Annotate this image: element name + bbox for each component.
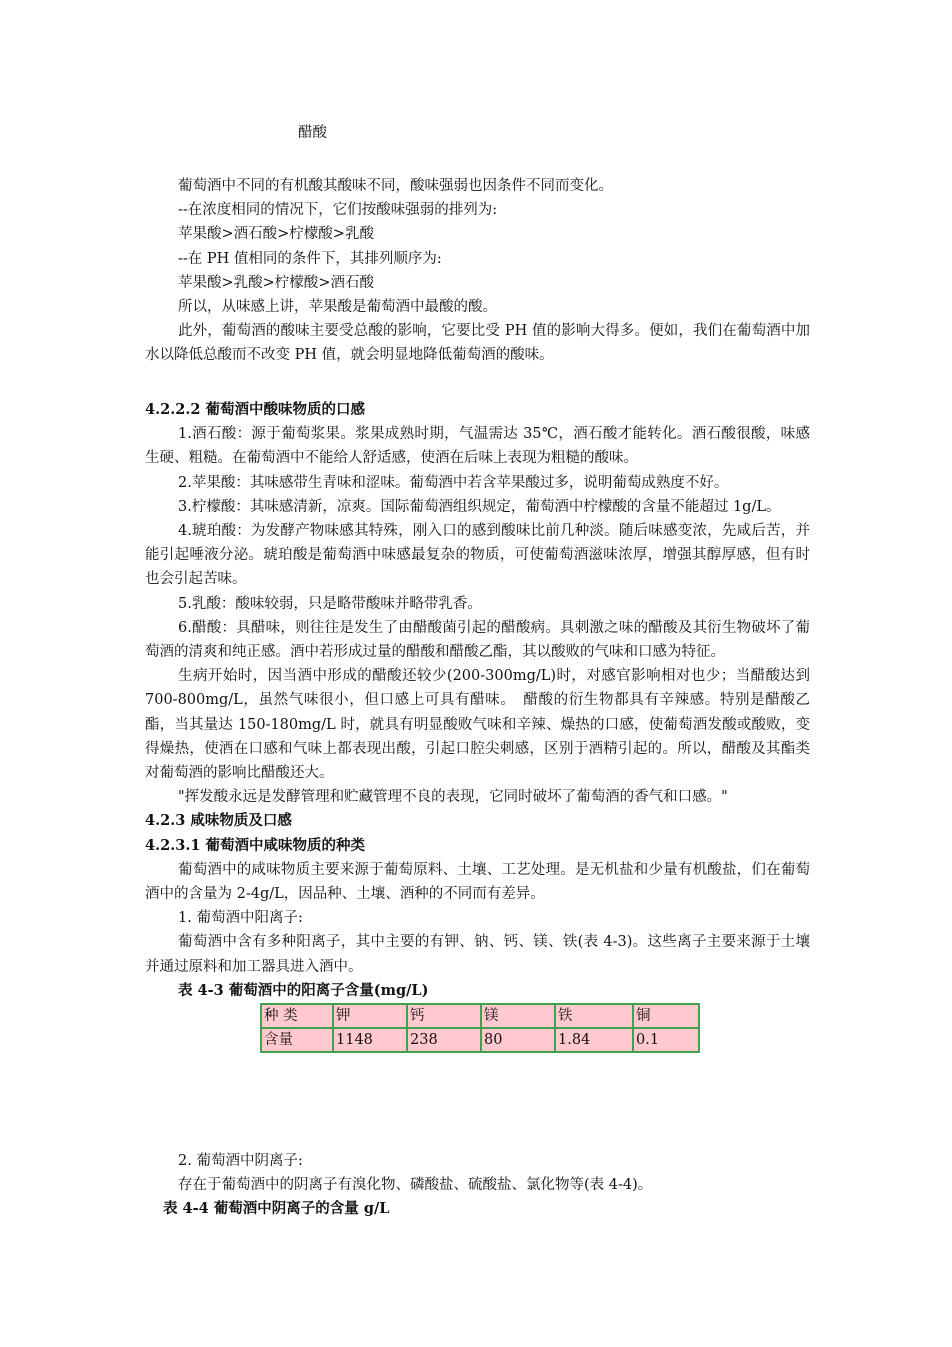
cation-table xyxy=(260,1003,700,1053)
table-cell: 镁 xyxy=(481,1004,555,1028)
table-cell: 铁 xyxy=(555,1004,633,1028)
intro-paragraph: 苹果酸>酒石酸>柠檬酸>乳酸 xyxy=(178,226,374,243)
table-row xyxy=(261,1004,699,1028)
list-item: 6.醋酸：具醋味，则往往是发生了由醋酸菌引起的醋酸病。具刺激之味的醋酸及其衍生物破坏了葡萄酒的清爽和纯正感。酒中若形成过量的醋酸和醋酸乙酯，其以酸败的气味和口感为特征。 xyxy=(145,619,810,661)
list-item: 1.酒石酸：源于葡萄浆果。浆果成熟时期，气温需达 35℃，酒石酸才能转化。酒石酸很酸，味感生硬、粗糙。在葡萄酒中不能给人舒适感，使酒在后味上表现为粗糙的酸味。 xyxy=(145,426,810,467)
section-heading: 4.2.3 咸味物质及口感 xyxy=(145,812,292,830)
list-item: 5.乳酸：酸味较弱，只是略带酸味并略带乳香。 xyxy=(178,595,482,612)
intro-paragraph: 所以，从味感上讲，苹果酸是葡萄酒中最酸的酸。 xyxy=(178,299,497,316)
table-cell: 238 xyxy=(407,1028,481,1052)
table-cell: 含量 xyxy=(261,1028,333,1052)
table-caption: 表 4-4 葡萄酒中阴离子的含量 g/L xyxy=(163,1200,390,1218)
quote-paragraph: "挥发酸永远是发酵管理和贮藏管理不良的表现，它同时破坏了葡萄酒的香气和口感。" xyxy=(178,789,728,806)
cation-paragraph: 葡萄酒中含有多种阳离子，其中主要的有钾、钠、钙、镁、铁(表 4-3)。这些离子主要来源于土壤并通过原料和加工器具进入酒中。 xyxy=(145,934,810,975)
list-item: 4.琥珀酸：为发酵产物味感其特殊，刚入口的感到酸味比前几种淡。随后味感变浓，先咸后苦，并能引起唾液分泌。琥珀酸是葡萄酒中味感最复杂的物质，可使葡萄酒滋味浓厚，增强其醇厚感，但有时也会引起苦味。 xyxy=(145,523,810,588)
table-caption: 表 4-3 葡萄酒中的阳离子含量(mg/L) xyxy=(178,981,429,999)
intro-paragraph: --在浓度相同的情况下，它们按酸味强弱的排列为: xyxy=(178,202,498,219)
list-item: 生病开始时，因当酒中形成的醋酸还较少(200-300mg/L)时，对感官影响相对也少；当醋酸达到 700-800mg/L，虽然气味很小，但口感上可具有醋味。 醋酸的衍生物都具有辛辣感。特别是醋酸乙酯，当其量达 150-180mg/L 时，就具有明显酸败气味和辛辣、燥热的口感，使葡萄酒发酸或酸败，变得燥热，使酒在口感和气味上都表现出酸，引起口腔尖刺感，区别于酒精引起的。所以，醋酸及其酯类对葡萄酒的影响比醋酸还大。 xyxy=(145,668,810,782)
table-cell: 钙 xyxy=(407,1004,481,1028)
subsection-heading: 4.2.3.1 葡萄酒中咸味物质的种类 xyxy=(145,836,366,854)
table-cell: 1.84 xyxy=(555,1028,633,1052)
anion-block xyxy=(145,1149,810,1221)
anion-paragraph: 存在于葡萄酒中的阴离子有溴化物、磷酸盐、硫酸盐、氯化物等(表 4-4)。 xyxy=(178,1177,653,1194)
table-cell: 种 类 xyxy=(261,1004,333,1028)
body-paragraph: 葡萄酒中的咸味物质主要来源于葡萄原料、土壤、工艺处理。是无机盐和少量有机酸盐，们在葡萄酒中的含量为 2-4g/L，因品种、土壤、酒种的不同而有差异。 xyxy=(145,861,810,903)
top-label: 醋酸 xyxy=(298,125,327,141)
anion-title: 2. 葡萄酒中阴离子: xyxy=(178,1153,303,1169)
intro-paragraph: 此外，葡萄酒的酸味主要受总酸的影响，它要比受 PH 值的影响大得多。便如，我们在葡萄酒中加水以降低总酸而不改变 PH 值，就会明显地降低葡萄酒的酸味。 xyxy=(145,323,810,364)
intro-paragraph: 葡萄酒中不同的有机酸其酸味不同，酸味强弱也因条件不同而变化。 xyxy=(178,178,613,194)
intro-paragraph: 苹果酸>乳酸>柠檬酸>酒石酸 xyxy=(178,274,374,291)
cation-title: 1. 葡萄酒中阳离子: xyxy=(178,910,303,927)
table-cell: 铜 xyxy=(633,1004,699,1028)
table-cell: 1148 xyxy=(333,1028,407,1052)
table-cell: 钾 xyxy=(333,1004,407,1028)
intro-block xyxy=(145,174,810,368)
table-cell: 80 xyxy=(481,1028,555,1052)
intro-paragraph: --在 PH 值相同的条件下，其排列顺序为: xyxy=(178,250,442,267)
list-item: 2.苹果酸：其味感带生青味和涩味。葡萄酒中若含苹果酸过多，说明葡萄成熟度不好。 xyxy=(178,474,729,491)
section-heading: 4.2.2.2 葡萄酒中酸味物质的口感 xyxy=(145,401,366,418)
list-item: 3.柠檬酸：其味感清新，凉爽。国际葡萄酒组织规定，葡萄酒中柠檬酸的含量不能超过 1g/L。 xyxy=(178,498,781,515)
section-4222 xyxy=(145,398,810,1053)
table-row xyxy=(261,1028,699,1052)
table-cell: 0.1 xyxy=(633,1028,699,1052)
